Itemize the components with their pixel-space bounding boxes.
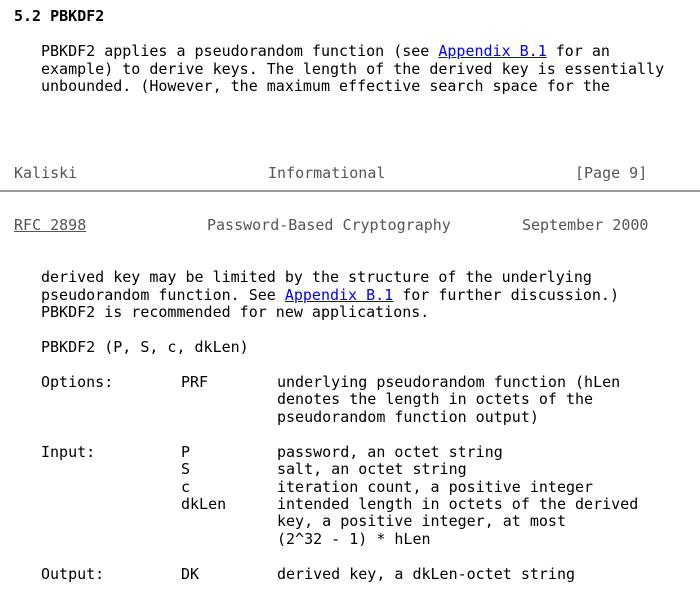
header-date: September 2000: [522, 216, 649, 234]
cont-line-2-end: for further discussion.): [393, 286, 619, 304]
footer-category: Informational: [268, 164, 386, 182]
cont-line-2-start: pseudorandom function. See: [41, 286, 285, 304]
input-param-desc: salt, an octet string: [277, 460, 467, 478]
appendix-b1-link-2[interactable]: Appendix B.1: [284, 286, 394, 304]
rfc-2898-link[interactable]: RFC 2898: [14, 216, 87, 234]
output-desc: derived key, a dkLen-octet string: [277, 565, 576, 583]
input-param-desc: password, an octet string: [277, 443, 503, 461]
cont-line-2: [41, 287, 619, 304]
dklen-desc-line-3: (2^32 - 1) * hLen: [277, 530, 431, 548]
input-label: Input:: [41, 443, 96, 461]
intro-line-2: example) to derive keys. The length of the derived key is essentially: [41, 60, 665, 78]
appendix-b1-link[interactable]: Appendix B.1: [438, 42, 547, 60]
input-param-desc: intended length in octets of the derived: [277, 495, 639, 513]
page-break-rule: [0, 190, 700, 192]
dklen-desc-line-2: key, a positive integer, at most: [277, 512, 566, 530]
cont-line-1: derived key may be limited by the structure of the underlying: [41, 268, 592, 286]
options-param-name: PRF: [181, 373, 209, 391]
options-label: Options:: [41, 373, 114, 391]
intro-line-1-start: PBKDF2 applies a pseudorandom function (see: [41, 42, 439, 60]
footer-page-number: [Page 9]: [575, 164, 648, 182]
output-param-name: DK: [181, 565, 200, 583]
input-param-name: P: [181, 443, 191, 461]
header-title: Password-Based Cryptography: [207, 216, 451, 234]
function-signature: PBKDF2 (P, S, c, dkLen): [41, 338, 249, 356]
section-heading: 5.2 PBKDF2: [14, 7, 105, 25]
input-param-name: S: [181, 460, 191, 478]
input-param-desc: iteration count, a positive integer: [277, 478, 594, 496]
header-rfc: [14, 217, 86, 234]
options-desc-line-2: denotes the length in octets of the: [277, 390, 594, 408]
input-param-name: dkLen: [181, 495, 227, 513]
footer-author: Kaliski: [14, 164, 78, 182]
output-label: Output:: [41, 565, 105, 583]
intro-line-3: unbounded. (However, the maximum effective search space for the: [41, 77, 610, 95]
input-param-name: c: [181, 478, 191, 496]
intro-line-1-end: for an: [546, 42, 610, 60]
intro-line-1: [41, 43, 610, 60]
cont-line-3: PBKDF2 is recommended for new applications.: [41, 303, 430, 321]
options-desc-line-3: pseudorandom function output): [277, 408, 539, 426]
options-desc-line-1: underlying pseudorandom function (hLen: [277, 373, 621, 391]
